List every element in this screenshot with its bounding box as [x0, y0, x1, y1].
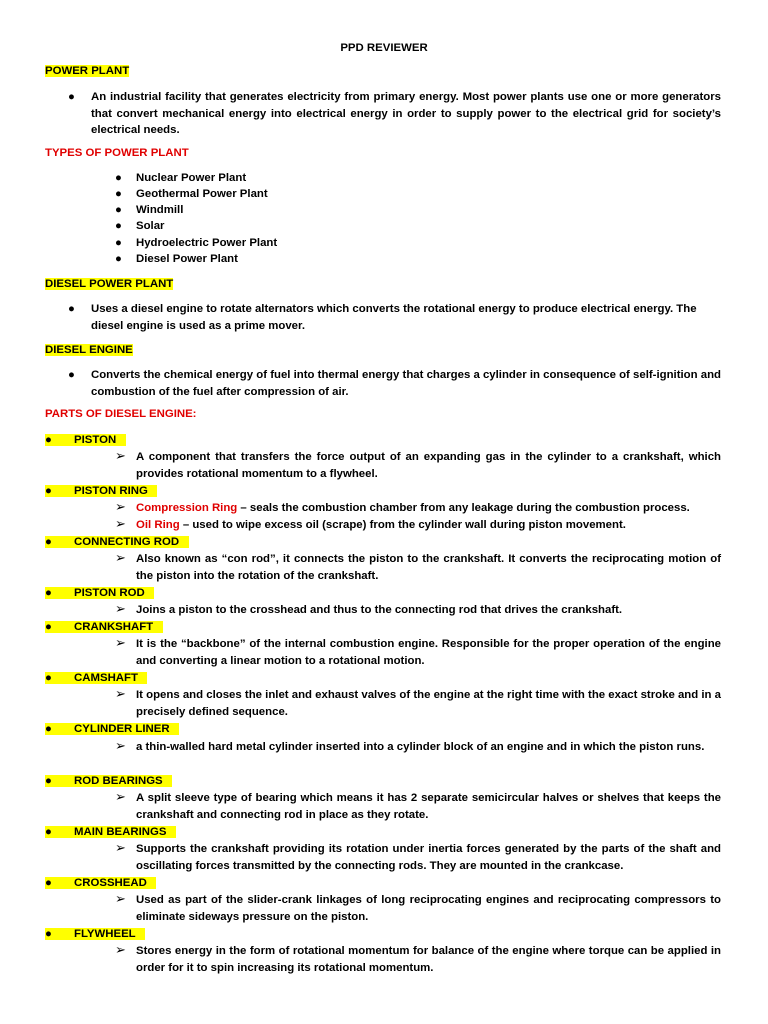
arrow-bullet-icon: ➢ [115, 516, 126, 531]
arrow-bullet-icon: ➢ [115, 550, 126, 565]
diesel-engine-description: Converts the chemical energy of fuel into thermal energy that charges a cylinder in consequence of self-ignition and combustion of the fuel after compression of air. [91, 369, 721, 398]
list-item: Windmill [136, 204, 184, 216]
bullet: ● [68, 303, 75, 315]
arrow-bullet-icon: ➢ [115, 448, 126, 463]
part-description: It is the “backbone” of the internal combustion engine. Responsible for the proper operation of the engine and converting a linear motion to a rotational motion. [136, 638, 721, 667]
part-heading: ● PISTON RING [45, 483, 157, 500]
part-description: Oil Ring – used to wipe excess oil (scrape) from the cylinder wall during piston movement. [136, 519, 626, 531]
part-heading: ● PISTON ROD [45, 585, 154, 602]
part-description: Compression Ring – seals the combustion chamber from any leakage during the combustion process. [136, 502, 690, 514]
part-heading: ● CAMSHAFT [45, 670, 147, 687]
bullet: ● [68, 91, 75, 103]
bullet: ● [68, 369, 75, 381]
part-description: Joins a piston to the crosshead and thus to the connecting rod that drives the crankshaft. [136, 604, 623, 616]
arrow-bullet-icon: ➢ [115, 789, 126, 804]
arrow-bullet-icon: ➢ [115, 635, 126, 650]
document-page: PPD REVIEWER POWER PLANT ● An industrial facility that generates electricity from primary energy. Most power plants use one or more generators that convert mechanical energy into electrical energy in order to supply power to the electrical grid for society’s electrical needs. TYPES OF POWER PLANT ● Nuclear Power Plant ● Geothermal Power Plant ● Windmill ● Solar ● Hydroelectric Power Plant ● Diesel Power Plant DIESEL POWER PLANT ● Uses a diesel engine to rotate alternators which converts the rotational energy to produce electrical energy. The diesel engine is used as a prime mover. DIESEL ENGINE ● Converts the chemical energy of fuel into thermal energy that charges a cylinder in consequence of self-ignition and combustion of the fuel after compression of air. PARTS OF DIESEL ENGINE: ● PISTON ➢ A component that transfers the force output of an expanding gas in the cylinder to a crankshaft, which provides rotational momentum to a flywheel. ● PISTON RING ➢ Compression Ring – seals the combustion chamber from any leakage during the combustion process. ➢ Oil Ring – used to wipe excess oil (scrape) from the cylinder wall during piston movement. ● CONNECTING ROD ➢ Also known as “con rod”, it connects the piston to the crankshaft. It converts the reciprocating motion of the piston into the rotation of the crankshaft. ● PISTON ROD ➢ Joins a piston to the crosshead and thus to the connecting rod that drives the crankshaft. ● CRANKSHAFT ➢ It is the “backbone” of the internal combustion engine. Responsible for the proper operation of the engine and converting a linear motion to a rotational motion. ● CAMSHAFT ➢ It opens and closes the inlet and exhaust valves of the engine at the right time with the exact stroke and in a precisely defined sequence. ● CYLINDER LINER ➢ a thin-walled hard metal cylinder inserted into a cylinder block of an engine and in which the piston runs. ● ROD BEARINGS ➢ A split sleeve type of bearing which means it has 2 separate semicircular halves or shelves that keeps the crankshaft and connecting rod in place as they rotate. ● MAIN BEARINGS ➢ Supports the crankshaft providing its rotation under inertia forces generated by the parts of the shaft and oscillating forces transmitted by the connecting rods. They are mounted in the crankcase. ● CROSSHEAD ➢ Used as part of the slider-crank linkages of long reciprocating engines and reciprocating compressors to eliminate sideways pressure on the piston. ● FLYWHEEL ➢ Stores energy in the form of rotational momentum for balance of the engine where torque can be applied in order for it to spin increasing its rotational momentum. [0, 0, 768, 1024]
arrow-bullet-icon: ➢ [115, 942, 126, 957]
arrow-bullet-icon: ➢ [115, 686, 126, 701]
section-heading-diesel-engine: DIESEL ENGINE [45, 344, 133, 356]
arrow-bullet-icon: ➢ [115, 499, 126, 514]
arrow-bullet-icon: ➢ [115, 738, 126, 753]
section-heading-diesel-power-plant: DIESEL POWER PLANT [45, 278, 174, 290]
section-heading-parts: PARTS OF DIESEL ENGINE: [45, 408, 197, 420]
part-heading: ● CYLINDER LINER [45, 721, 179, 738]
part-heading: ● ROD BEARINGS [45, 773, 172, 790]
part-heading: ● CONNECTING ROD [45, 534, 189, 551]
section-heading-types: TYPES OF POWER PLANT [45, 147, 189, 159]
list-item: Geothermal Power Plant [136, 188, 268, 200]
part-description: Supports the crankshaft providing its rotation under inertia forces generated by the parts of the shaft and oscillating forces transmitted by the connecting rods. They are mounted in the crankcase. [136, 843, 721, 872]
part-description: Used as part of the slider-crank linkages of long reciprocating engines and reciprocating compressors to eliminate sideways pressure on the piston. [136, 894, 721, 923]
page-title: PPD REVIEWER [340, 42, 428, 54]
part-heading: ● FLYWHEEL [45, 926, 145, 943]
part-heading: ● PISTON [45, 432, 126, 449]
part-description: A split sleeve type of bearing which means it has 2 separate semicircular halves or shelves that keeps the crankshaft and connecting rod in place as they rotate. [136, 792, 721, 821]
list-item: Hydroelectric Power Plant [136, 237, 278, 249]
part-description: It opens and closes the inlet and exhaust valves of the engine at the right time with the exact stroke and in a precisely defined sequence. [136, 689, 721, 718]
part-heading: ● MAIN BEARINGS [45, 824, 176, 841]
part-description: A component that transfers the force output of an expanding gas in the cylinder to a crankshaft, which provides rotational momentum to a flywheel. [136, 451, 721, 480]
arrow-bullet-icon: ➢ [115, 840, 126, 855]
list-item: Nuclear Power Plant [136, 172, 247, 184]
list-item: Diesel Power Plant [136, 253, 238, 265]
arrow-bullet-icon: ➢ [115, 601, 126, 616]
part-description: a thin-walled hard metal cylinder inserted into a cylinder block of an engine and in which the piston runs. [136, 741, 705, 753]
list-item: Solar [136, 220, 165, 232]
section-heading-power-plant: POWER PLANT [45, 65, 130, 77]
part-description: Stores energy in the form of rotational momentum for balance of the engine where torque can be applied in order for it to spin increasing its rotational momentum. [136, 945, 721, 974]
part-description: Also known as “con rod”, it connects the piston to the crankshaft. It converts the reciprocating motion of the piston into the rotation of the crankshaft. [136, 553, 721, 582]
arrow-bullet-icon: ➢ [115, 891, 126, 906]
power-plant-description: An industrial facility that generates electricity from primary energy. Most power plants use one or more generators that convert mechanical energy into electrical energy in order to supply power to the electrical grid for society’s electrical needs. [91, 91, 721, 136]
part-heading: ● CROSSHEAD [45, 875, 156, 892]
part-heading: ● CRANKSHAFT [45, 619, 163, 636]
diesel-power-plant-description: Uses a diesel engine to rotate alternators which converts the rotational energy to produce electrical energy. The diesel engine is used as a prime mover. [91, 303, 697, 332]
